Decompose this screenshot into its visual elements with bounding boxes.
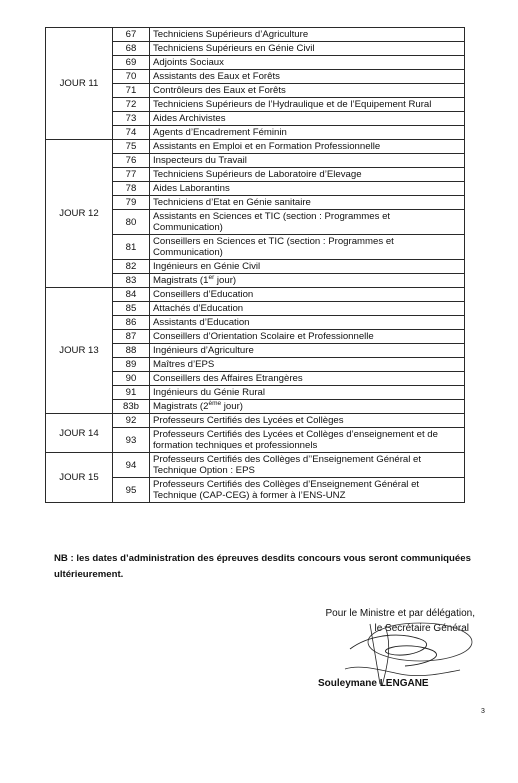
schedule-table: [45, 27, 465, 503]
exam-label-superscript: ème: [208, 399, 222, 407]
exam-label-suffix: jour): [214, 275, 237, 286]
day-cell: JOUR 13: [46, 288, 113, 414]
day-cell: JOUR 14: [46, 414, 113, 453]
exam-label: Conseillers d’Education: [150, 288, 465, 302]
exam-number: 77: [113, 168, 150, 182]
exam-number: 81: [113, 235, 150, 260]
exam-number: 80: [113, 210, 150, 235]
exam-number: 71: [113, 84, 150, 98]
exam-number: 92: [113, 414, 150, 428]
exam-label: [150, 400, 465, 414]
exam-number: 76: [113, 154, 150, 168]
exam-number: 90: [113, 372, 150, 386]
exam-label: Adjoints Sociaux: [150, 56, 465, 70]
exam-label: Aides Laborantins: [150, 182, 465, 196]
table-row: [46, 414, 465, 428]
exam-label: Professeurs Certifiés des Lycées et Collèges: [150, 414, 465, 428]
exam-label: Agents d’Encadrement Féminin: [150, 126, 465, 140]
day-cell: JOUR 12: [46, 140, 113, 288]
exam-number: 93: [113, 428, 150, 453]
exam-number: 70: [113, 70, 150, 84]
exam-label: Assistants en Emploi et en Formation Professionnelle: [150, 140, 465, 154]
exam-number: 84: [113, 288, 150, 302]
exam-number: 85: [113, 302, 150, 316]
exam-label: Aides Archivistes: [150, 112, 465, 126]
exam-number: 87: [113, 330, 150, 344]
exam-number: 72: [113, 98, 150, 112]
exam-number: 88: [113, 344, 150, 358]
table-row: [46, 140, 465, 154]
exam-label: Assistants d’Education: [150, 316, 465, 330]
exam-number: 78: [113, 182, 150, 196]
signature-line-2: le Secrétaire Général: [374, 623, 469, 634]
schedule-body: [46, 28, 465, 503]
exam-label: Assistants en Sciences et TIC (section : Programmes et Communication): [150, 210, 465, 235]
signer-name: Souleymane LENGANE: [318, 678, 429, 689]
exam-label: Attachés d’Education: [150, 302, 465, 316]
exam-label: Contrôleurs des Eaux et Forêts: [150, 84, 465, 98]
exam-label: Techniciens Supérieurs de Laboratoire d’Elevage: [150, 168, 465, 182]
exam-number: 91: [113, 386, 150, 400]
exam-label: Conseillers des Affaires Etrangères: [150, 372, 465, 386]
exam-number: 89: [113, 358, 150, 372]
exam-number: 79: [113, 196, 150, 210]
exam-number: 75: [113, 140, 150, 154]
exam-label: Professeurs Certifiés des Lycées et Collèges d’enseignement et de formation techniques et professionnels: [150, 428, 465, 453]
day-cell: JOUR 15: [46, 453, 113, 503]
exam-label: Professeurs Certifiés des Collèges d’Enseignement Général et Technique (CAP-CEG) à former à l’ENS-UNZ: [150, 478, 465, 503]
exam-label: Maîtres d’EPS: [150, 358, 465, 372]
exam-number: 82: [113, 260, 150, 274]
exam-label: Professeurs Certifiés des Collèges d’’Enseignement Général et Technique Option : EPS: [150, 453, 465, 478]
day-cell: JOUR 11: [46, 28, 113, 140]
exam-number: 86: [113, 316, 150, 330]
exam-number: 69: [113, 56, 150, 70]
exam-label: Techniciens Supérieurs en Génie Civil: [150, 42, 465, 56]
exam-number: 95: [113, 478, 150, 503]
signature-line-1: Pour le Ministre et par délégation,: [325, 608, 475, 619]
exam-label: Conseillers d’Orientation Scolaire et Professionnelle: [150, 330, 465, 344]
exam-label-text: Magistrats (1: [153, 275, 209, 286]
note-text: NB : les dates d’administration des épreuves desdits concours vous seront communiquées ultérieurement.: [54, 553, 471, 580]
exam-number: 67: [113, 28, 150, 42]
table-row: [46, 288, 465, 302]
exam-label: Assistants des Eaux et Forêts: [150, 70, 465, 84]
exam-label: Inspecteurs du Travail: [150, 154, 465, 168]
exam-label: Techniciens Supérieurs d’Agriculture: [150, 28, 465, 42]
exam-label: Ingénieurs d’Agriculture: [150, 344, 465, 358]
exam-number: 73: [113, 112, 150, 126]
table-row: [46, 28, 465, 42]
exam-label-superscript: er: [208, 273, 215, 281]
exam-label-text: Magistrats (2: [153, 401, 209, 412]
exam-number: 74: [113, 126, 150, 140]
exam-label: Techniciens Supérieurs de l’Hydraulique et de l’Equipement Rural: [150, 98, 465, 112]
exam-label: [150, 274, 465, 288]
exam-label: Conseillers en Sciences et TIC (section : Programmes et Communication): [150, 235, 465, 260]
exam-number: 94: [113, 453, 150, 478]
exam-number: 68: [113, 42, 150, 56]
exam-label: Techniciens d’Etat en Génie sanitaire: [150, 196, 465, 210]
exam-number: 83: [113, 274, 150, 288]
exam-label-suffix: jour): [221, 401, 243, 412]
table-row: [46, 453, 465, 478]
exam-label: Ingénieurs en Génie Civil: [150, 260, 465, 274]
page-number: 3: [481, 708, 485, 715]
exam-label: Ingénieurs du Génie Rural: [150, 386, 465, 400]
exam-number: 83b: [113, 400, 150, 414]
